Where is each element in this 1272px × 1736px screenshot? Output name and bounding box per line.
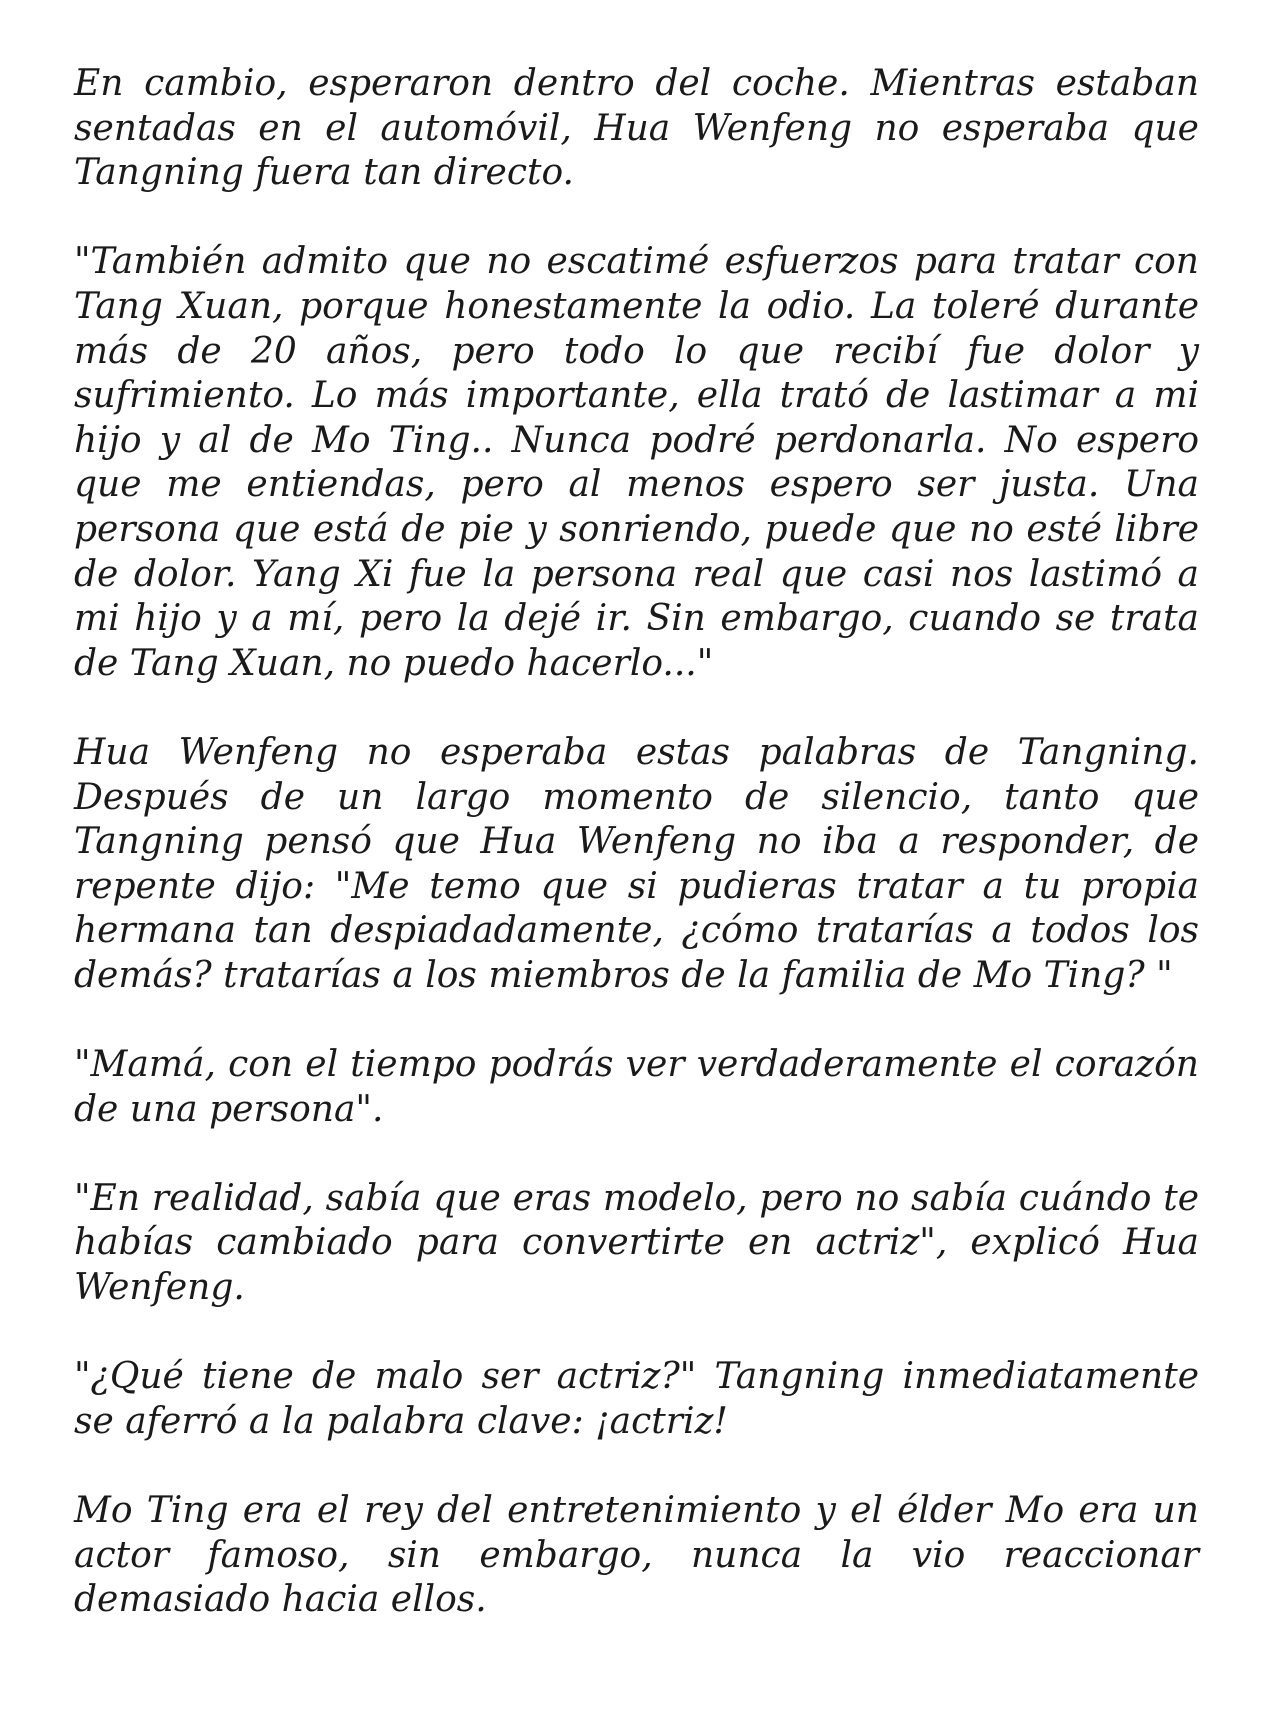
paragraph: "Mamá, con el tiempo podrás ver verdaderamente el corazón de una persona".: [74, 1044, 1199, 1130]
paragraph: "En realidad, sabía que eras modelo, pero no sabía cuándo te habías cambiado para convertirte en actriz", explicó Hua Wenfeng.: [74, 1177, 1199, 1309]
paragraph: Mo Ting era el rey del entretenimiento y el élder Mo era un actor famoso, sin embargo, nunca la vio reaccionar demasiado hacia ellos.: [74, 1490, 1199, 1621]
document-page: [74, 62, 1199, 1623]
paragraph: "También admito que no escatimé esfuerzos para tratar con Tang Xuan, porque honestamente la odio. La toleré durante más de 20 años, pero todo lo que recibí fue dolor y sufrimiento. Lo más importante, ella trató de lastimar a mi hijo y al de Mo Ting.. Nunca podré perdonarla. No espero que me entiendas, pero al menos espero ser justa. Una persona que está de pie y sonriendo, puede que no esté libre de dolor. Yang Xi fue la persona real que casi nos lastimó a mi hijo y a mí, pero la dejé ir. Sin embargo, cuando se trata de Tang Xuan, no puedo hacerlo...": [74, 241, 1199, 684]
paragraph: Hua Wenfeng no esperaba estas palabras de Tangning. Después de un largo momento de silencio, tanto que Tangning pensó que Hua Wenfeng no iba a responder, de repente dijo: "Me temo que si pudieras tratar a tu propia hermana tan despiadadamente, ¿cómo tratarías a todos los demás? tratarías a los miembros de la familia de Mo Ting? ": [74, 731, 1199, 996]
paragraph: "¿Qué tiene de malo ser actriz?" Tangning inmediatamente se aferró a la palabra clave: ¡actriz!: [74, 1356, 1199, 1442]
paragraph: En cambio, esperaron dentro del coche. Mientras estaban sentadas en el automóvil, Hua Wenfeng no esperaba que Tangning fuera tan directo.: [74, 63, 1199, 194]
